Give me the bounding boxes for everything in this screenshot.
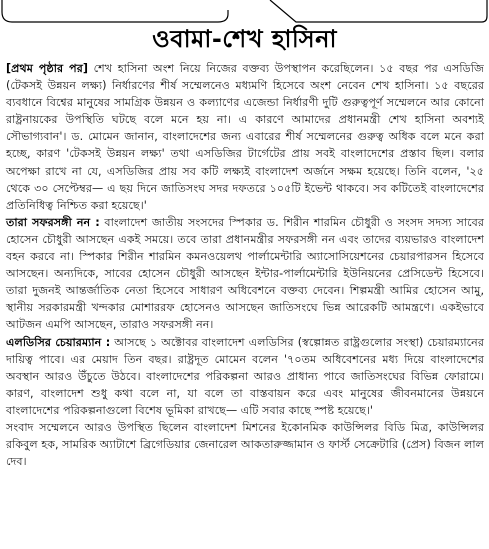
paragraph-lead: [প্রথম পৃষ্ঠার পর]: [6, 62, 88, 75]
article-paragraph: [6, 214, 484, 334]
article-body: [6, 60, 484, 470]
paragraph-text: শেখ হাসিনা অংশ নিয়ে নিজের বক্তব্য উপস্থাপন করেছিলেন। ১৫ বছর পর এসডিজি (টেকসই উন্নয়ন লক্ষ্য) নির্ধারণের শীর্ষ সম্মেলনেও মধ্যমণি হিসেবে অংশ নেবেন শেখ হাসিনা। ১৫ বছরের ব্যবধানে বিশ্বের মানুষের সামগ্রিক উন্নয়ন ও কল্যাণের এজেন্ডা নির্ধারণী দুটি গুরুত্বপূর্ণ সম্মেলনে আর কোনো রাষ্ট্রনায়কের উপস্থিতি ঘটছে বলে মনে হয় না। এ কারণে আমাদের প্রধানমন্ত্রী শেখ হাসিনা অবশ্যই সৌভাগ্যবান'। ড. মোমেন জানান, বাংলাদেশের জন্য এবারের শীর্ষ সম্মেলনের গুরুত্ব অধিক বলে মনে করা হচ্ছে, কারণ 'টেকসই উন্নয়ন লক্ষ্য' তথা এসডিজির টার্গেটের প্রায় সবই বাংলাদেশের প্রস্তাব ছিল। বলার অপেক্ষা রাখে না যে, এসডিজির প্রায় সব কটি লক্ষ্যই বাংলাদেশ অর্জনে সক্ষম হয়েছে। তিনি বলেন, '২৫ থেকে ৩০ সেপ্টেম্বর— এ ছয় দিনে জাতিসংঘ সদর দফতরে ১০৫টি ইভেন্ট থাকবে। সব কটিতেই বাংলাদেশের প্রতিনিধিত্ব নিশ্চিত করা হয়েছে।': [6, 62, 484, 212]
article-paragraph: [6, 419, 484, 470]
paragraph-text: আসছে ১ অক্টোবর বাংলাদেশ এলডিসির (স্বল্পোন্নত রাষ্ট্রগুলোর সংস্থা) চেয়ারম্যানের দায়িত্ব পাবে। এর মেয়াদ তিন বছর। রাষ্ট্রদূত মোমেন বলেন '৭০তম অধিবেশনের মধ্য দিয়ে বাংলাদেশের অবস্থান আরও উঁচুতে উঠবে। বাংলাদেশের পরিকল্পনা আরও প্রাধান্য পাবে জাতিসংঘের বিভিন্ন ফোরামে। কারণ, বাংলাদেশ শুধু কথা বলে না, যা বলে তা বাস্তবায়ন করে এবং মানুষের জীবনমানের উন্নয়নে বাংলাদেশের পরিকল্পনাগুলো বিশেষ ভূমিকা রাখছে— এটি সবার কাছে স্পষ্ট হয়েছে।': [6, 335, 484, 417]
top-border-frame: [0, 0, 489, 26]
paragraph-text: বাংলাদেশ জাতীয় সংসদের স্পিকার ড. শিরীন শারমিন চৌধুরী ও সংসদ সদস্য সাবের হোসেন চৌধুরী আসছেন একই সময়ে। তবে তারা প্রধানমন্ত্রীর সফরসঙ্গী নন এবং তাদের ব্যয়ভারও বাংলাদেশ বহন করবে না। স্পিকার শিরীন শারমিন কমনওয়েলথ পার্লামেন্টারি অ্যাসোসিয়েশনের চেয়ারপারসন হিসেবে আসছেন। অন্যদিকে, সাবের হোসেন চৌধুরী আসছেন ইন্টার-পার্লামেন্টারি ইউনিয়নের প্রেসিডেন্ট হিসেবে। তারা দুজনই আন্তর্জাতিক নেতা হিসেবে সাধারণ অধিবেশনে বক্তব্য দেবেন। শিল্পমন্ত্রী আমির হোসেন আমু, স্থানীয় সরকারমন্ত্রী খন্দকার মোশাররফ হোসেনও আসছেন জাতিসংঘে ভিন্ন আরেকটি আমন্ত্রণে। একইভাবে আটজন এমপি আসছেন, তারাও সফরসঙ্গী নন।: [6, 215, 485, 332]
paragraph-lead: তারা সফরসঙ্গী নন :: [6, 215, 100, 229]
article-paragraph: [6, 334, 484, 419]
paragraph-text: সংবাদ সম্মেলনে আরও উপস্থিত ছিলেন বাংলাদেশ মিশনের ইকোনমিক কাউন্সিলর বিডি মিত্র, কাউন্সিলর রকিবুল হক, সামরিক অ্যাটাশে ব্রিগেডিয়ার জেনারেল আকতারুজ্জামান ও ফার্স্ট সেক্রেটারি (প্রেস) বিজন লাল দেব।: [6, 420, 484, 469]
paragraph-lead: এলডিসির চেয়ারম্যান :: [6, 335, 111, 349]
article-paragraph: [6, 60, 484, 214]
headline: ওবামা-শেখ হাসিনা: [152, 25, 337, 53]
